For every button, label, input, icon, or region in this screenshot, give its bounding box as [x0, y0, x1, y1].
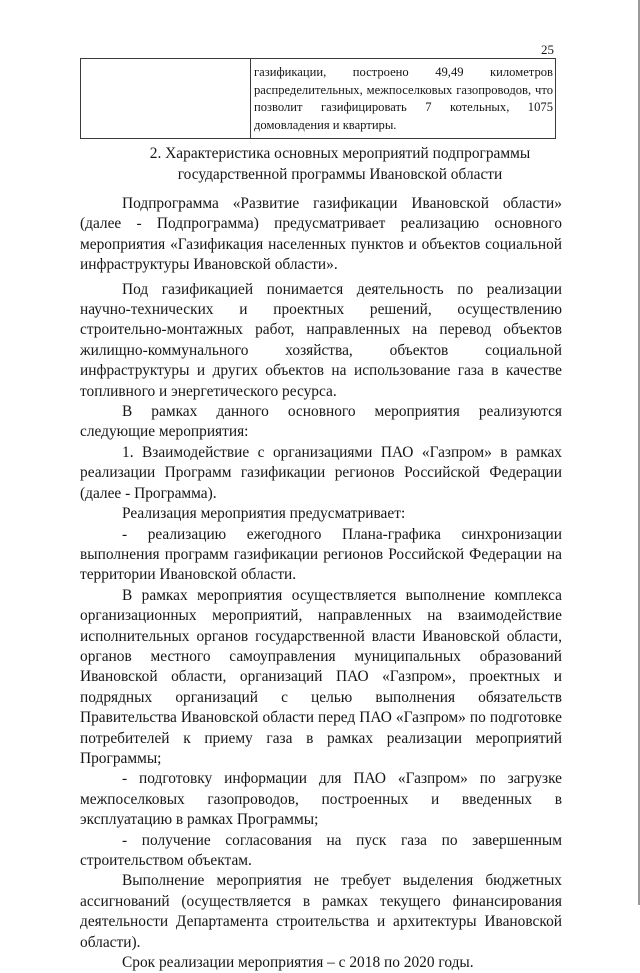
paragraph-measures-intro: В рамках данного основного мероприятия реализуются следующие мероприятия: — [80, 403, 562, 441]
table-row — [81, 59, 556, 139]
table-cell-empty — [81, 59, 251, 139]
paragraph-timeline: Срок реализации мероприятия – с 2018 по 2020 годы. — [122, 954, 474, 972]
table-cell-text: газификации, построено 49,49 километров распределительных, межпоселковых газопроводов, что позволит газифицировать 7 котельных, 1075 домовладения и квартиры. — [251, 59, 556, 139]
section-heading-line-2: государственной программы Ивановской области — [177, 165, 503, 183]
paragraph-gasification-definition: Под газификацией понимается деятельность по реализации научно-технических и проектных решений, осуществлению строительно-монтажных работ, направленных на перевод объектов жилищно-коммунального хозяйства, объектов социальной инфраструктуры и других объектов на использование газа в качестве топливного и энергетического ресурса. — [80, 280, 562, 400]
section-heading — [100, 144, 580, 185]
paragraph-bullet-information: - подготовку информации для ПАО «Газпром» по загрузке межпоселковых газопроводов, построенных и введенных в эксплуатацию в рамках Программы; — [80, 770, 562, 829]
paragraph-complex-measures: В рамках мероприятия осуществляется выполнение комплекса организационных мероприятий, направленных на взаимодействие исполнительных органов государственной власти Ивановской области, органов местного самоуправления муниципальных образований Ивановской области, организаций ПАО «Газпром», проектных и подрядных организаций с целью выполнения обязательств Правительства Ивановской области перед ПАО «Газпром» по подготовке потребителей к приему газа в рамках реализации мероприятий Программы; — [80, 586, 562, 767]
paragraph-implementation-intro: Реализация мероприятия предусматривает: — [122, 505, 406, 523]
table-fragment — [80, 58, 556, 139]
section-heading-line-1: 2. Характеристика основных мероприятий подпрограммы — [149, 145, 531, 162]
paragraph-subprogram-intro: Подпрограмма «Развитие газификации Ивановской области» (далее - Подпрограмма) предусматривает реализацию основного мероприятия «Газификация населенных пунктов и объектов социальной инфраструктуры Ивановской области». — [80, 195, 562, 274]
body-text — [80, 194, 562, 973]
paragraph-bullet-plan: - реализацию ежегодного Плана-графика синхронизации выполнения программ газификации регионов Российской Федерации на территории Ивановской области. — [80, 525, 562, 584]
paragraph-bullet-approval: - получение согласования на пуск газа по завершенным строительством объектам. — [80, 831, 562, 869]
paragraph-measure-1: 1. Взаимодействие с организациями ПАО «Газпром» в рамках реализации Программ газификации регионов Российской Федерации (далее - Программа). — [80, 443, 562, 502]
paragraph-funding: Выполнение мероприятия не требует выделения бюджетных ассигнований (осуществляется в рамках текущего финансирования деятельности Департамента строительства и архитектуры Ивановской области). — [80, 872, 562, 951]
page-number: 25 — [541, 42, 554, 57]
